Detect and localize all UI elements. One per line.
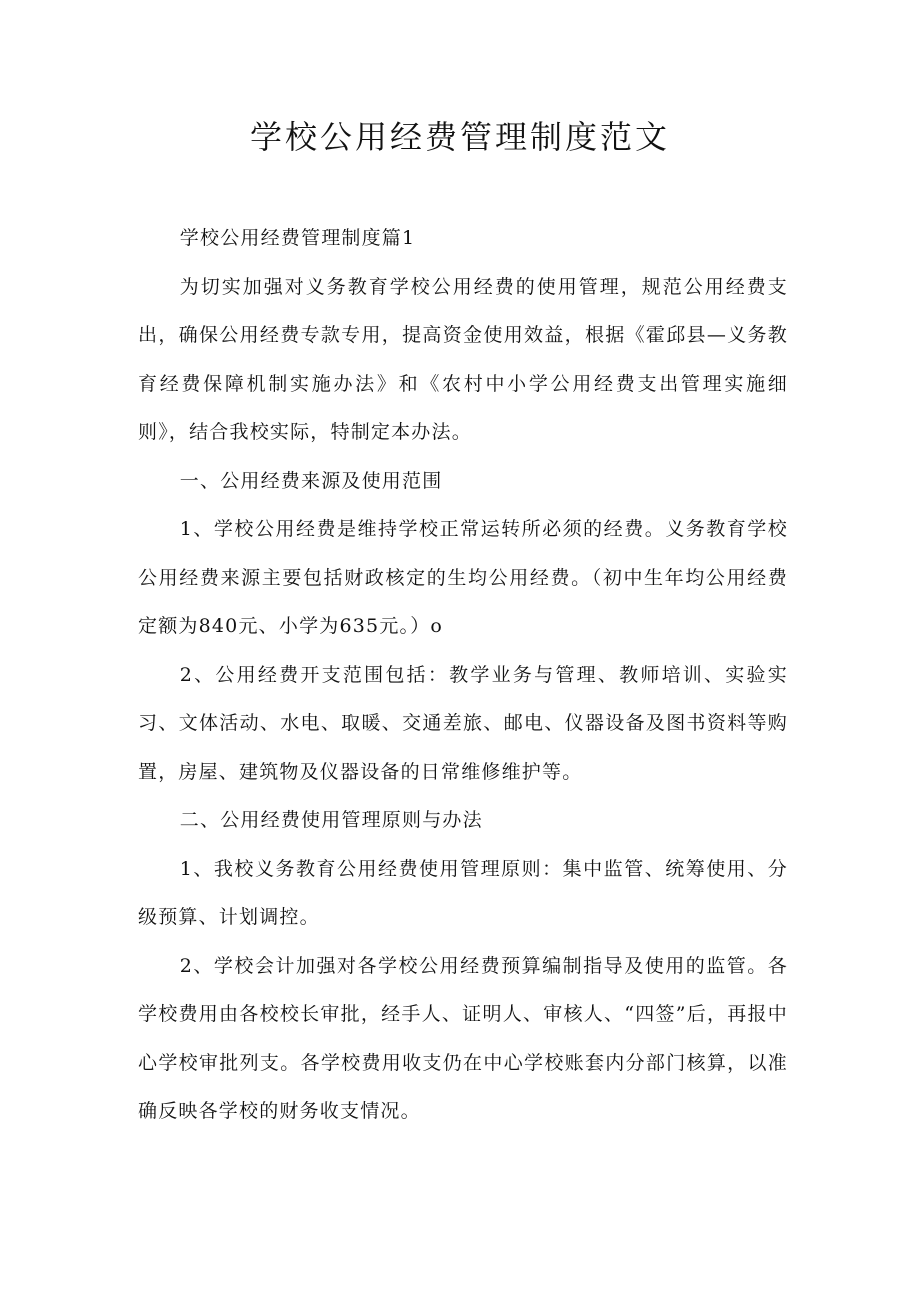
section-heading: 学校公用经费管理制度篇1	[179, 227, 416, 249]
paragraph-accounting-supervision: 2、学校会计加强对各学校公用经费预算编制指导及使用的监管。各学校费用由各校校长审批，经手人、证明人、审核人、“四签”后，再报中心学校审批列支。各学校费用收支仍在中心学校账套内分部门核算，以准确反映各学校的财务收支情况。	[138, 954, 788, 1122]
paragraph-spending-scope: 2、公用经费开支范围包括：教学业务与管理、教师培训、实验实习、文体活动、水电、取暖、交通差旅、邮电、仪器设备及图书资料等购置，房屋、建筑物及仪器设备的日常维修维护等。	[138, 663, 788, 783]
heading-funding-source: 一、公用经费来源及使用范围	[179, 469, 443, 492]
document-title: 学校公用经费管理制度范文	[249, 118, 670, 156]
document-body	[138, 214, 788, 1136]
paragraph-funding-source: 1、学校公用经费是维持学校正常运转所必须的经费。义务教育学校公用经费来源主要包括财政核定的生均公用经费。（初中生年均公用经费定额为840元、小学为635元。）o	[138, 518, 788, 637]
paragraph-intro: 为切实加强对义务教育学校公用经费的使用管理，规范公用经费支出，确保公用经费专款专用，提高资金使用效益，根据《霍邱县—义务教育经费保障机制实施办法》和《农村中小学公用经费支出管理实施细则》，结合我校实际，特制定本办法。	[138, 275, 788, 443]
heading-management-principles: 二、公用经费使用管理原则与办法	[179, 809, 483, 831]
paragraph-management-principles: 1、我校义务教育公用经费使用管理原则：集中监管、统筹使用、分级预算、计划调控。	[138, 857, 788, 928]
